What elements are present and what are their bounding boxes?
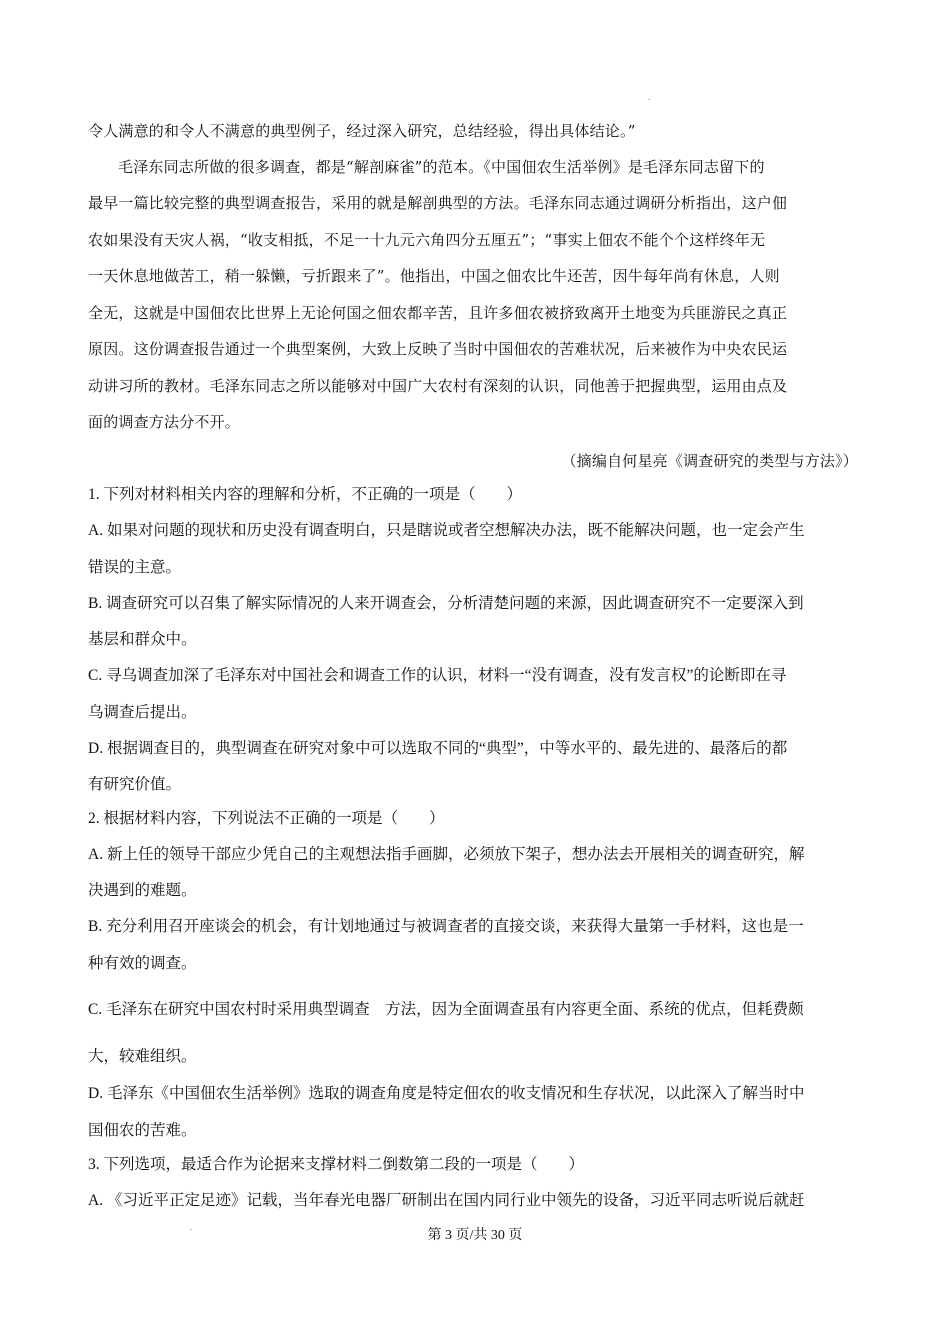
passage-line: 全无，这就是中国佃农比世界上无论何国之佃农都辛苦，且许多佃农被挤致离开土地变为兵匪游民之真正 (88, 304, 788, 322)
passage-line: 一天休息地做苦工，稍一躲懒，亏折跟来了”。他指出，中国之佃农比牛还苦，因牛每年尚有休息，人则 (88, 267, 780, 285)
question-1-option-d: D. 根据调查目的，典型调查在研究对象中可以选取不同的“典型”，中等水平的、最先进的、最落后的都 (88, 740, 788, 757)
question-1-stem: 1. 下列对材料相关内容的理解和分析，不正确的一项是（ ） (88, 486, 523, 503)
question-3-option-a: A. 《习近平正定足迹》记载，当年春光电器厂研制出在国内同行业中领先的设备，习近平同志听说后就赶 (88, 1192, 805, 1209)
passage-source: （摘编自何星亮《调查研究的类型与方法》） (561, 452, 858, 470)
question-1-option-b-cont: 基层和群众中。 (88, 631, 197, 648)
scan-speck (648, 99, 650, 100)
question-2-option-b: B. 充分利用召开座谈会的机会，有计划地通过与被调查者的直接交谈，来获得大量第一手材料，这也是一 (88, 918, 804, 935)
passage-line: 毛泽东同志所做的很多调查，都是“解剖麻雀”的范本。《中国佃农生活举例》是毛泽东同志留下的 (118, 158, 765, 176)
passage-line: 动讲习所的教材。毛泽东同志之所以能够对中国广大农村有深刻的认识，同他善于把握典型，运用由点及 (88, 377, 788, 395)
question-2-option-c-cont: 大，较难组织。 (88, 1048, 197, 1065)
question-3-stem: 3. 下列选项，最适合作为论据来支撑材料二倒数第二段的一项是（ ） (88, 1156, 585, 1173)
question-1-option-c-cont: 乌调查后提出。 (88, 704, 197, 721)
question-2-option-a-cont: 决遇到的难题。 (88, 882, 197, 899)
question-2-option-d-cont: 国佃农的苦难。 (88, 1122, 197, 1139)
question-1-option-c: C. 寻乌调查加深了毛泽东对中国社会和调查工作的认识，材料一“没有调查，没有发言权”的论断即在寻 (88, 667, 787, 684)
question-1-option-d-cont: 有研究价值。 (88, 776, 182, 793)
question-2-option-c: C. 毛泽东在研究中国农村时采用典型调查 方法，因为全面调查虽有内容更全面、系统的优点，但耗费颇 (88, 1001, 804, 1018)
question-2-stem: 2. 根据材料内容，下列说法不正确的一项是（ ） (88, 810, 445, 827)
question-1-option-a: A. 如果对问题的现状和历史没有调查明白，只是瞎说或者空想解决办法，既不能解决问题，也一定会产生 (88, 522, 805, 539)
question-2-option-a: A. 新上任的领导干部应少凭自己的主观想法指手画脚，必须放下架子，想办法去开展相关的调查研究，解 (88, 846, 805, 863)
passage-line: 最早一篇比较完整的典型调查报告，采用的就是解剖典型的方法。毛泽东同志通过调研分析指出，这户佃 (88, 194, 788, 212)
passage-line: 面的调查方法分不开。 (88, 413, 241, 431)
page-number: 第 3 页/共 30 页 (427, 1228, 523, 1243)
passage-line: 令人满意的和令人不满意的典型例子，经过深入研究，总结经验，得出具体结论。” (88, 122, 636, 140)
question-1-option-b: B. 调查研究可以召集了解实际情况的人来开调查会，分析清楚问题的来源，因此调查研究不一定要深入到 (88, 595, 804, 612)
question-2-option-b-cont: 种有效的调查。 (88, 955, 197, 972)
question-1-option-a-cont: 错误的主意。 (88, 559, 182, 576)
question-2-option-d: D. 毛泽东《中国佃农生活举例》选取的调查角度是特定佃农的收支情况和生存状况，以此深入了解当时中 (88, 1085, 805, 1102)
passage-line: 农如果没有天灾人祸，“收支相抵，不足一十九元六角四分五厘五”；“事实上佃农不能个个这样终年无 (88, 231, 766, 249)
passage-line: 原因。这份调查报告通过一个典型案例，大致上反映了当时中国佃农的苦难状况，后来被作为中央农民运 (88, 340, 788, 358)
